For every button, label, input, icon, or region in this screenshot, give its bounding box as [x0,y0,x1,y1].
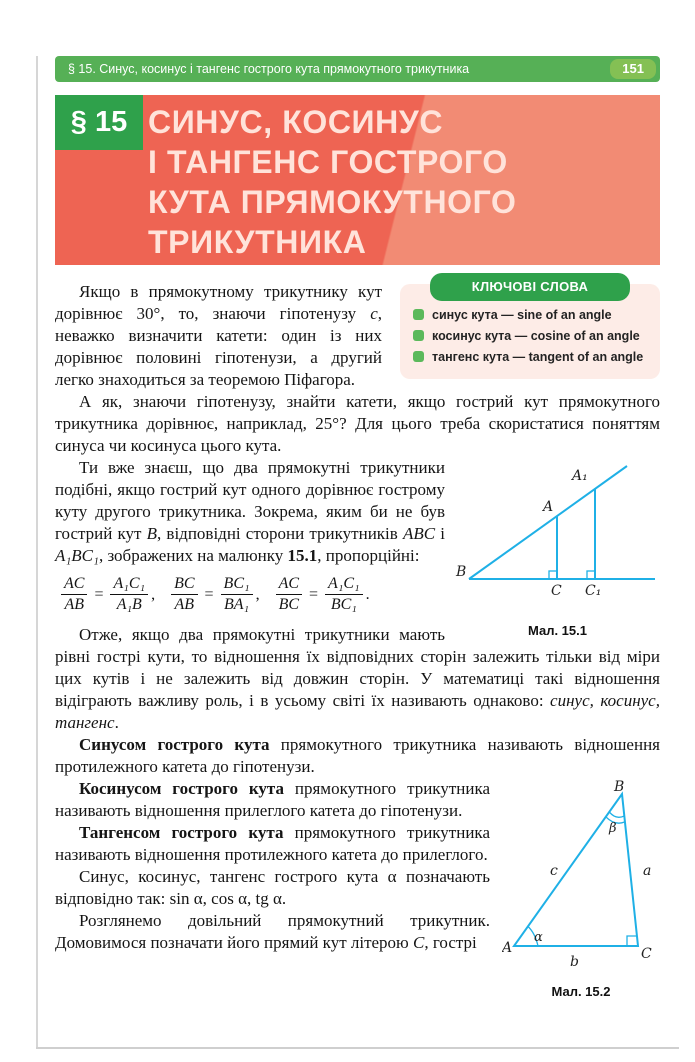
square-bullet-icon [413,330,424,341]
chapter-title-line: І ТАНГЕНС ГОСТРОГО [148,144,508,180]
vertex-label-A: A [543,499,554,515]
vertex-label-A: A [502,939,513,956]
chapter-number: § 15 [55,95,143,150]
page-bottom-edge [36,1047,679,1049]
keyword-item [413,307,648,323]
keyword-item [413,328,648,344]
proportion-equation: $\frac{AC}{BC}$ = $\frac{\text{A₁C₁}}{\text{BC₁}}$ . [276,575,370,615]
keyword-text: тангенс кута — tangent of an angle [432,350,644,364]
side-label-a: a [643,862,652,879]
vertex-label-A1: A₁ [572,468,588,484]
figure-15-1 [455,459,660,642]
definitions-section [55,778,660,999]
page-body [55,279,660,999]
similarity-section [55,457,660,638]
chapter-title-line: СИНУС, КОСИНУС [148,104,444,140]
side-label-c: c [550,862,558,879]
proportion-formula [61,575,445,615]
intro-section [55,281,660,391]
right-angle-mark [587,571,595,579]
vertex-label-C: C [551,583,562,599]
page-number-badge: 151 [610,59,656,79]
paragraph-tangent-definition: Тангенсом гострого кута прямокутного трикутника називають відношення протилежного катета до прилеглого. [55,822,490,864]
vertex-label-B: B [614,779,625,795]
vertex-label-C: C [641,945,652,962]
keyword-text: косинус кута — cosine of an angle [432,329,640,343]
paragraph-notation: Синус, косинус, тангенс гострого кута α позначають відповідно так: sin α, cos α, tg α. [55,866,490,908]
paragraph-intro: Якщо в прямокутному трикутнику кут дорівнює 30°, то, знаючи гіпотенузу c, неважко визначити катети: один із них дорівнює половині гіпотенузи, а другий легко знаходиться за теоремою Піфагора. [55,282,382,389]
page-left-edge [36,56,38,1048]
figure-caption: Мал. 15.1 [527,623,587,638]
figure-15-2-drawing [502,780,660,972]
keywords-list [413,307,648,365]
figure-15-1-drawing [455,459,660,611]
keywords-title: КЛЮЧОВІ СЛОВА [430,273,630,301]
chapter-title-line: ТРИКУТНИКА [148,224,367,260]
vertex-label-B: B [456,564,467,580]
triangle-hypotenuse-line [469,466,627,579]
paragraph-similar-triangles: Ти вже знаєш, що два прямокутні трикутники подібні, якщо гострий кут одного дорівнює гострому куту другого трикутника. Зокрема, яким би не був гострий кут B, відповідні сторони трикутників ABC і A₁BC₁, зображених на малюнку 15.1, пропорційні: [55,458,445,565]
figure-15-2 [502,780,660,1003]
chapter-header [55,95,660,265]
side-label-b: b [570,953,579,970]
keywords-box [400,279,660,379]
keyword-text: синус кута — sine of an angle [432,308,612,322]
running-header-title: § 15. Синус, косинус і тангенс гострого кута прямокутного трикутника [68,62,470,76]
beta-angle-label: β [609,820,617,836]
right-angle-mark [549,571,557,579]
paragraph-question: А як, знаючи гіпотенузу, знайти катети, якщо гострий кут прямокутного трикутника дорівнює, наприклад, 25°? Для цього треба скористатися поняттям синуса чи косинуса цього кута. [55,392,660,455]
right-angle-mark [627,936,637,946]
proportion-equation: $\frac{AC}{AB}$ = $\frac{\text{A₁C₁}}{\text{A₁B}}$ , [61,575,155,615]
figure-caption: Мал. 15.2 [551,983,611,999]
alpha-angle-label: α [534,929,543,945]
keyword-item [413,349,648,365]
paragraph-cosine-definition: Косинусом гострого кута прямокутного трикутника називають відношення прилеглого катета до гіпотенузи. [55,778,490,820]
chapter-title-line: КУТА ПРЯМОКУТНОГО [148,184,517,220]
chapter-title [148,95,660,262]
beta-angle-arc [609,812,624,817]
proportion-equation: $\frac{BC}{AB}$ = $\frac{\text{BC₁}}{\text{BA₁}}$ , [171,575,260,615]
square-bullet-icon [413,351,424,362]
running-header [55,56,660,82]
square-bullet-icon [413,309,424,320]
vertex-label-C1: C₁ [585,583,602,599]
paragraph-conclusion: Отже, якщо два прямокутні трикутники мають рівні гострі кути, то відношення їх відповідних сторін залежить тільки від міри цих кутів і не залежить від довжин сторін. У математиці такі відношення відіграють важливу роль, і в усьому світі їх називають однаково: синус, косинус, тангенс. [55,624,660,732]
paragraph-sine-definition: Синусом гострого кута прямокутного трикутника називають відношення протилежного катета до гіпотенузи. [55,734,660,776]
paragraph-arbitrary-triangle: Розглянемо довільний прямокутний трикутник. Домовимося позначати його прямий кут літерою C, гострі [55,910,490,952]
